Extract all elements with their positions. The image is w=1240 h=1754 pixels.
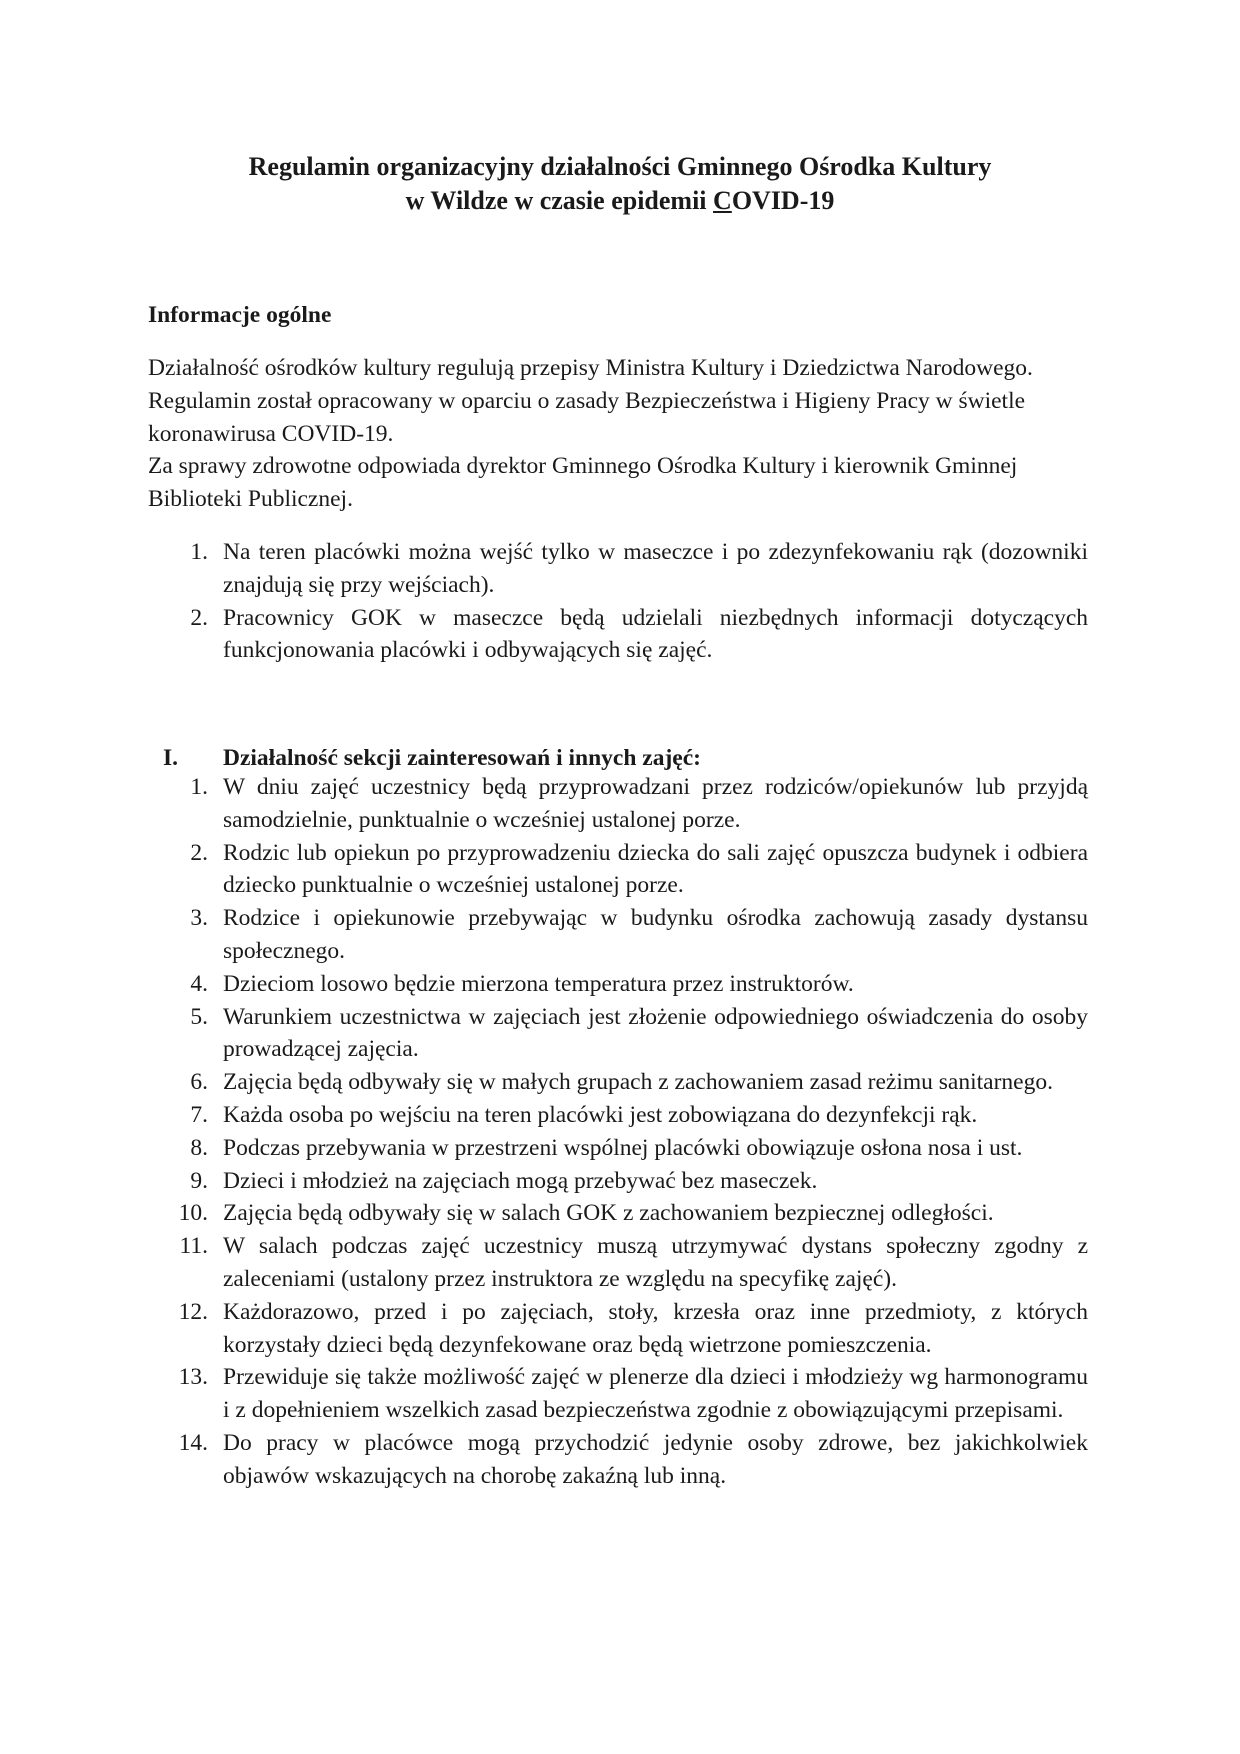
list-item	[148, 1361, 1088, 1427]
title-line-1: Regulamin organizacyjny działalności Gminnego Ośrodka Kultury	[248, 152, 992, 181]
list-item-text: Rodzic lub opiekun po przyprowadzeniu dziecka do sali zajęć opuszcza budynek i odbiera dziecko punktualnie o wcześniej ustalonej porze.	[223, 839, 1088, 899]
list-item	[148, 771, 1088, 837]
list-item-text: W dniu zajęć uczestnicy będą przyprowadzani przez rodziców/opiekunów lub przyjdą samodzielnie, punktualnie o wcześniej ustalonej porze.	[223, 774, 1088, 833]
list-item	[148, 1066, 1088, 1099]
list-item-number: 13.	[178, 1364, 208, 1391]
list-item-text: Rodzice i opiekunowie przebywając w budynku ośrodka zachowują zasady dystansu społecznego.	[223, 905, 1088, 964]
list-item-number: 6.	[190, 1069, 208, 1096]
list-item-number: 11.	[179, 1233, 208, 1260]
document-title	[148, 150, 1092, 218]
list-item-text: Przewiduje się także możliwość zajęć w plenerze dla dzieci i młodzieży wg harmonogramu i z dopełnieniem wszelkich zasad bezpieczeństwa zgodnie z obowiązującymi przepisami.	[223, 1364, 1088, 1424]
list-item-text: Na teren placówki można wejść tylko w maseczce i po zdezynfekowaniu rąk (dozowniki znajdują się przy wejściach).	[223, 539, 1088, 598]
list-item-text: Podczas przebywania w przestrzeni wspólnej placówki obowiązuje osłona nosa i ust.	[223, 1134, 1023, 1161]
paragraph-line: koronawirusa COVID-19.	[148, 420, 394, 447]
list-item-text: Dzieciom losowo będzie mierzona temperatura przez instruktorów.	[223, 970, 854, 997]
title-line-2	[148, 184, 1092, 218]
list-item-number: 4.	[190, 970, 208, 997]
list-item-text: Zajęcia będą odbywały się w salach GOK z zachowaniem bezpiecznej odległości.	[223, 1200, 994, 1227]
title-line-2-suffix: OVID-19	[731, 186, 835, 215]
section-one-rules-list	[148, 771, 1088, 1493]
list-item	[148, 602, 1088, 668]
list-item-text: Dzieci i młodzież na zajęciach mogą przebywać bez maseczek.	[223, 1167, 818, 1194]
section-roman-numeral: I.	[163, 745, 179, 771]
general-info-paragraph	[148, 352, 1088, 516]
list-item-text: Pracownicy GOK w maseczce będą udzielali niezbędnych informacji dotyczących funkcjonowania placówki i odbywających się zajęć.	[223, 604, 1088, 664]
list-item-number: 10.	[178, 1200, 208, 1227]
list-item-number: 2.	[190, 839, 208, 866]
title-underlined-letter: C	[713, 186, 732, 215]
paragraph-line: Za sprawy zdrowotne odpowiada dyrektor Gminnego Ośrodka Kultury i kierownik Gminnej	[148, 453, 1018, 480]
list-item	[148, 1197, 1088, 1230]
list-item	[148, 1132, 1088, 1165]
list-item-text: Do pracy w placówce mogą przychodzić jedynie osoby zdrowe, bez jakichkolwiek objawów wskazujących na chorobę zakaźną lub inną.	[223, 1429, 1088, 1489]
list-item-number: 7.	[190, 1101, 208, 1128]
list-item-text: Każda osoba po wejściu na teren placówki jest zobowiązana do dezynfekcji rąk.	[223, 1101, 978, 1128]
list-item	[148, 1427, 1088, 1493]
list-item	[148, 1296, 1088, 1362]
list-item	[148, 1001, 1088, 1067]
list-item-number: 14.	[178, 1429, 208, 1456]
list-item	[148, 968, 1088, 1001]
title-line-2-prefix: w Wildze w czasie epidemii	[405, 186, 714, 215]
general-rules-list	[148, 536, 1088, 667]
list-item-number: 5.	[190, 1003, 208, 1030]
list-item-number: 2.	[190, 604, 208, 631]
list-item	[148, 902, 1088, 968]
list-item-number: 3.	[190, 905, 208, 932]
list-item	[148, 837, 1088, 903]
list-item	[148, 1099, 1088, 1132]
list-item-number: 8.	[190, 1134, 208, 1161]
list-item-text: Każdorazowo, przed i po zajęciach, stoły, krzesła oraz inne przedmioty, z których korzystały dzieci będą dezynfekowane oraz będą wietrzone pomieszczenia.	[223, 1298, 1088, 1358]
list-item-text: Zajęcia będą odbywały się w małych grupach z zachowaniem zasad reżimu sanitarnego.	[223, 1069, 1053, 1096]
section-one-title: Działalność sekcji zainteresowań i innych zajęć:	[223, 745, 701, 771]
paragraph-line: Regulamin został opracowany w oparciu o zasady Bezpieczeństwa i Higieny Pracy w świetle	[148, 387, 1026, 414]
list-item-number: 9.	[190, 1167, 208, 1194]
list-item-number: 12.	[178, 1298, 208, 1325]
list-item	[148, 1165, 1088, 1198]
general-info-heading: Informacje ogólne	[148, 302, 332, 328]
list-item-text: Warunkiem uczestnictwa w zajęciach jest złożenie odpowiedniego oświadczenia do osoby prowadzącej zajęcia.	[223, 1003, 1088, 1063]
list-item-text: W salach podczas zajęć uczestnicy muszą utrzymywać dystans społeczny zgodny z zaleceniami (ustalony przez instruktora ze względu na specyfikę zajęć).	[223, 1233, 1088, 1292]
list-item	[148, 536, 1088, 602]
paragraph-line: Działalność ośrodków kultury regulują przepisy Ministra Kultury i Dziedzictwa Narodowego.	[148, 355, 1033, 381]
list-item-number: 1.	[190, 774, 208, 800]
list-item	[148, 1230, 1088, 1296]
paragraph-line: Biblioteki Publicznej.	[148, 486, 353, 513]
list-item-number: 1.	[190, 539, 208, 565]
